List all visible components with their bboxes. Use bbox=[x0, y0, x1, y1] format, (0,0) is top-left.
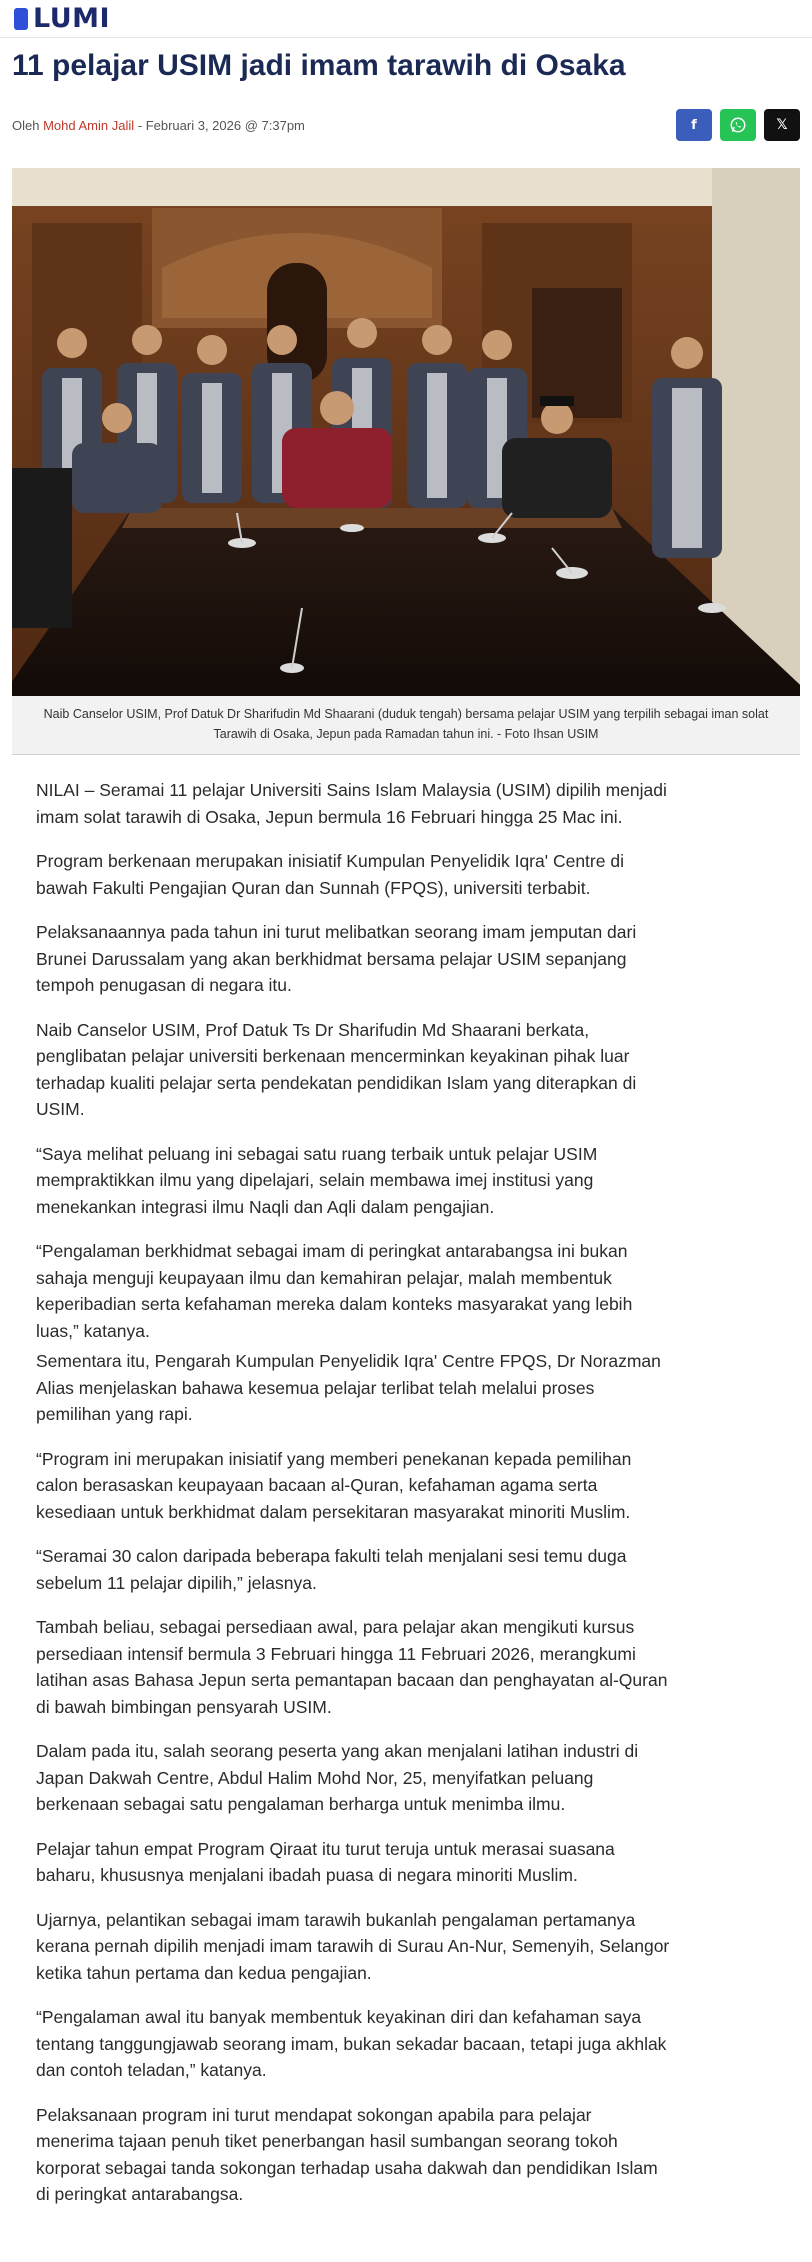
article-photo bbox=[12, 168, 800, 696]
publish-date: - Februari 3, 2026 @ 7:37pm bbox=[137, 117, 305, 133]
article-body bbox=[0, 755, 812, 2208]
author-link[interactable]: Mohd Amin Jalil bbox=[43, 117, 135, 133]
paragraph-5: “Saya melihat peluang ini sebagai satu ruang terbaik untuk pelajar USIM mempraktikkan ilmu yang dipelajari, selain membawa imej institusi yang menekankan integrasi ilmu Naqli dan Aqli dalam pengajian. bbox=[36, 1143, 598, 1217]
paragraph-14: “Pengalaman awal itu banyak membentuk keyakinan diri dan kefahaman saya tentang tanggungjawab seorang imam, bukan sekadar bacaan, tetapi juga akhlak dan contoh teladan,” katanya. bbox=[36, 2007, 667, 2080]
paragraph-7: Sementara itu, Pengarah Kumpulan Penyelidik Iqra' Centre FPQS, Dr Norazman Alias menjelaskan bahawa kesemua pelajar terlibat telah melalui proses pemilihan yang rapi. bbox=[36, 1351, 661, 1424]
article-title: 11 pelajar USIM jadi imam tarawih di Osaka bbox=[12, 49, 626, 82]
facebook-share-button[interactable] bbox=[676, 109, 712, 141]
byline bbox=[12, 118, 305, 133]
paragraph-11: Dalam pada itu, salah seorang peserta yang akan menjalani latihan industri di Japan Dakwah Centre, Abdul Halim Mohd Nor, 25, menyifatkan peluang berkenaan sebagai satu pengalaman berharga untuk menimba ilmu. bbox=[36, 1741, 639, 1814]
paragraph-2: Program berkenaan merupakan inisiatif Kumpulan Penyelidik Iqra' Centre di bawah Fakulti Pengajian Quran dan Sunnah (FPQS), universiti terbabit. bbox=[36, 851, 624, 898]
byline-prefix: Oleh bbox=[12, 117, 40, 133]
paragraph-12: Pelajar tahun empat Program Qiraat itu turut teruja untuk merasai suasana baharu, khususnya menjalani ibadah puasa di negara minoriti Muslim. bbox=[36, 1838, 615, 1885]
paragraph-6: “Pengalaman berkhidmat sebagai imam di peringkat antarabangsa ini bukan sahaja menguji keupayaan ilmu dan kemahiran pelajar, malah membentuk keperibadian serta kefahaman mereka dalam konteks masyarakat yang lebih luas,” katanya. bbox=[36, 1241, 633, 1341]
site-logo[interactable] bbox=[14, 3, 110, 34]
share-buttons bbox=[676, 109, 800, 141]
paragraph-8: “Program ini merupakan inisiatif yang memberi penekanan kepada pemilihan calon berasaskan keupayaan bacaan al-Quran, kefahaman agama serta kesediaan untuk berkhidmat dalam persekitaran masyarakat minoriti Muslim. bbox=[36, 1448, 632, 1522]
logo-mark-icon bbox=[14, 8, 28, 30]
paragraph-15: Pelaksanaan program ini turut mendapat sokongan apabila para pelajar menerima tajaan penuh tiket penerbangan hasil sumbangan seorang tokoh korporat sebagai tanda sokongan terhadap usaha dakwah dan pendidikan Islam di peringkat antarabangsa. bbox=[36, 2104, 658, 2204]
paragraph-3: Pelaksanaannya pada tahun ini turut melibatkan seorang imam jemputan dari Brunei Darussalam yang akan berkhidmat bersama pelajar USIM sepanjang tempoh penugasan di negara itu. bbox=[36, 922, 637, 995]
byline-bar bbox=[0, 108, 812, 142]
paragraph-4: Naib Canselor USIM, Prof Datuk Ts Dr Sharifudin Md Shaarani berkata, penglibatan pelajar universiti berkenaan mencerminkan keyakinan pihak luar terhadap kualiti pelajar serta pendekatan pendidikan Islam yang diterapkan di USIM. bbox=[36, 1019, 637, 1119]
paragraph-1: NILAI – Seramai 11 pelajar Universiti Sains Islam Malaysia (USIM) dipilih menjadi imam solat tarawih di Osaka, Jepun bermula 16 Februari hingga 25 Mac ini. bbox=[36, 780, 667, 827]
logo-text: LUMI bbox=[33, 3, 111, 34]
whatsapp-share-button[interactable] bbox=[720, 109, 756, 141]
paragraph-9: “Seramai 30 calon daripada beberapa fakulti telah menjalani sesi temu duga sebelum 11 pelajar dipilih,” jelasnya. bbox=[36, 1546, 627, 1593]
whatsapp-icon bbox=[729, 116, 747, 134]
x-icon: 𝕏 bbox=[776, 117, 788, 133]
site-header bbox=[0, 0, 812, 38]
paragraph-10: Tambah beliau, sebagai persediaan awal, para pelajar akan mengikuti kursus persediaan intensif bermula 3 Februari hingga 11 Februari 2026, merangkumi latihan asas Bahasa Jepun serta pemantapan bacaan dan penghayatan al-Quran di bawah bimbingan pensyarah USIM. bbox=[36, 1617, 668, 1717]
article-figure bbox=[12, 168, 800, 755]
photo-caption: Naib Canselor USIM, Prof Datuk Dr Sharifudin Md Shaarani (duduk tengah) bersama pelajar USIM yang terpilih sebagai iman solat Tarawih di Osaka, Jepun pada Ramadan tahun ini. - Foto Ihsan USIM bbox=[12, 696, 800, 755]
x-share-button[interactable] bbox=[764, 109, 800, 141]
facebook-icon: f bbox=[691, 117, 697, 133]
paragraph-13: Ujarnya, pelantikan sebagai imam tarawih bukanlah pengalaman pertamanya kerana pernah dipilih menjadi imam tarawih di Surau An-Nur, Semenyih, Selangor ketika tahun pertama dan kedua pengajian. bbox=[36, 1909, 670, 1983]
